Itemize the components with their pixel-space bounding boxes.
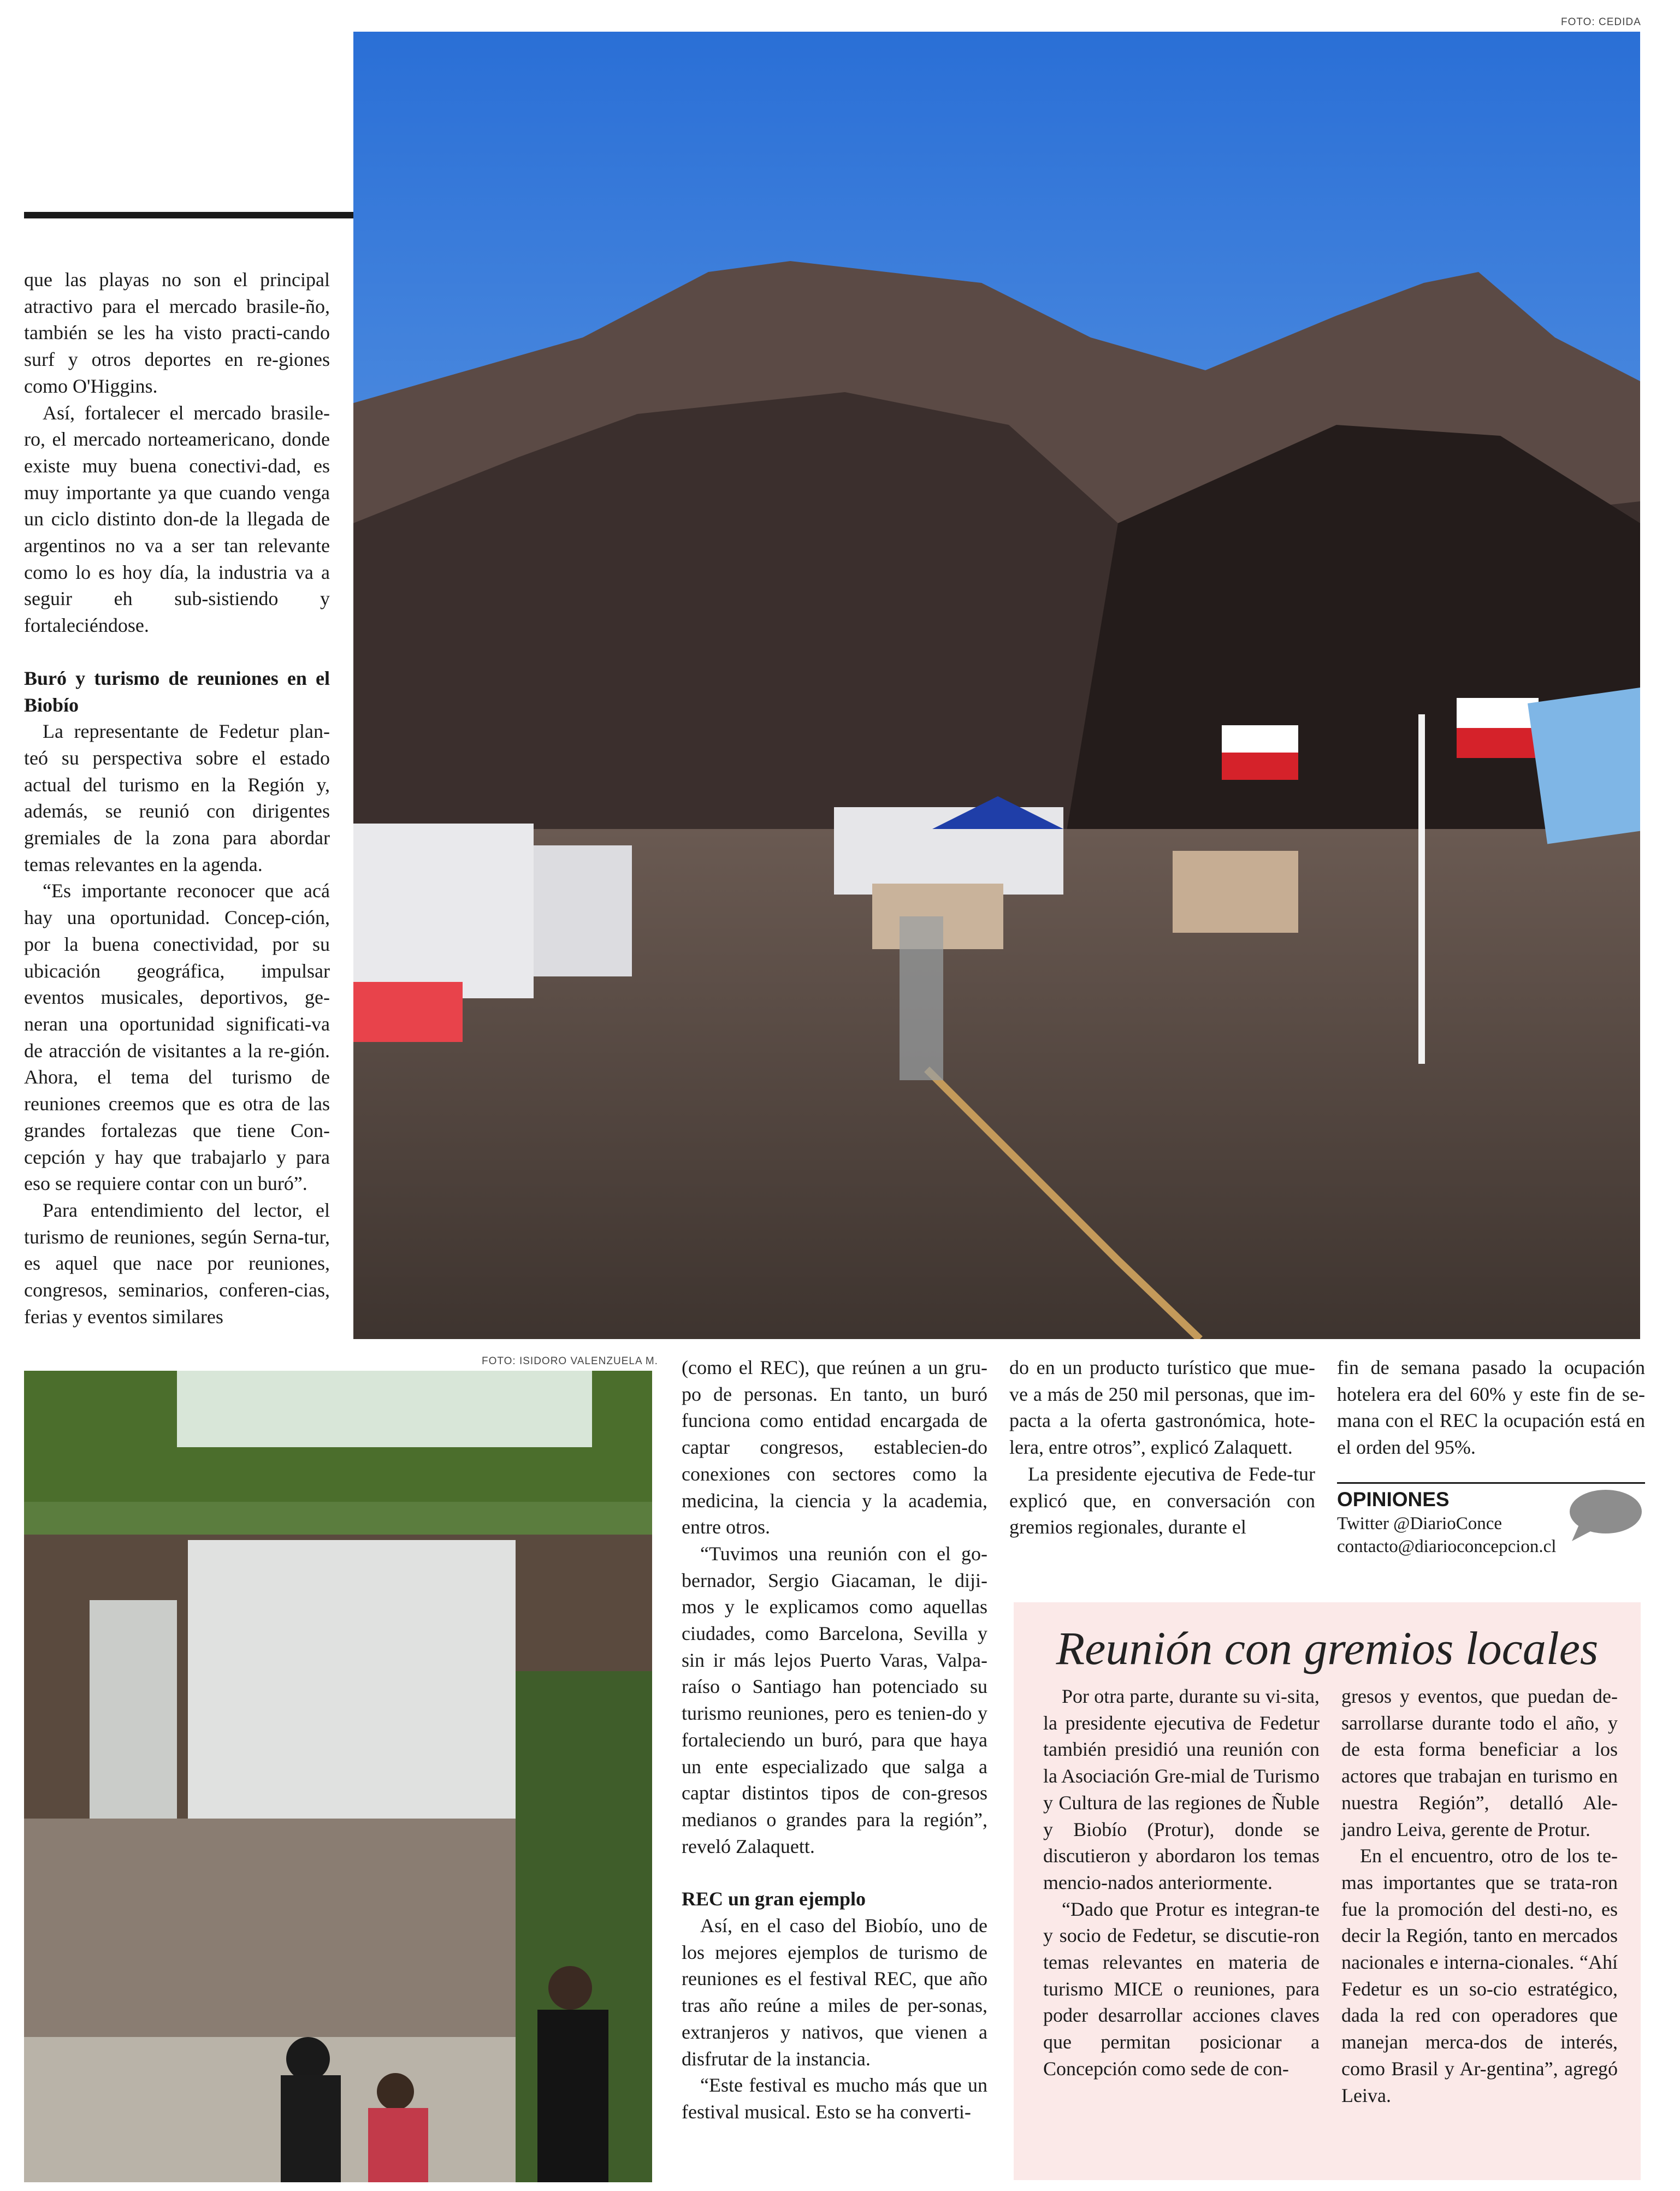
paragraph: Así, fortalecer el mercado brasile-ro, el mercado norteamericano, donde existe muy buena conectivi-dad, es muy importante ya que cuando venga un ciclo distinto don-de la llegada de argentinos no va a ser tan relevante como lo es hoy día, la industria va a seguir eh sub-sistiendo y fortaleciéndose.: [24, 401, 330, 637]
paragraph: “Dado que Protur es integran-te y socio de Fedetur, se discutie-ron temas relevantes en materia de turismo MICE o reuniones, para poder desarrollar acciones claves que permitan posicionar a Concepción como sede de con-: [1043, 1898, 1320, 2080]
sidebar-box: [1014, 1602, 1641, 2180]
paragraph: gresos y eventos, que puedan de-sarrollarse durante todo el año, y de esta forma beneficiar a los actores que trabajan en turismo en nuestra Región”, detalló Ale-jandro Leiva, gerente de Protur.: [1341, 1685, 1618, 1840]
paragraph: Para entendimiento del lector, el turismo de reuniones, según Serna-tur, es aquel que nace por reuniones, congresos, seminarios, conferen-cias, ferias y eventos similares: [24, 1199, 330, 1328]
twitter-handle[interactable]: Twitter @DiarioConce: [1337, 1514, 1502, 1533]
subheading: REC un gran ejemplo: [682, 1888, 866, 1910]
paragraph: “Es importante reconocer que acá hay una oportunidad. Concep-ción, por la buena conectividad, por su ubicación geográfica, impulsar eventos musicales, deportivos, ge-neran una oportunidad significati-va de atracción de visitantes a la re-gión. Ahora, el tema del turismo de reuniones creemos que es otra de las grandes fortalezas que tiene Con-cepción y hay que trabajarlo y para eso se requiere contar con un buró”.: [24, 880, 330, 1195]
paragraph: “Tuvimos una reunión con el go-bernador, Sergio Giacaman, le diji-mos y le explicamos como aquellas ciudades, como Barcelona, Sevilla y sin ir más lejos Puerto Varas, Valpa-raíso o Santiago han potenciado su turismo reuniones, pero es tenien-do y fortaleciendo un buró, para que haya un ente especializado que salga a captar distintos tipos de con-gresos medianos o grandes para la región”, reveló Zalaquett.: [682, 1542, 987, 1857]
article-column-3: [1009, 1354, 1315, 1541]
photo-credit-waterfall: FOTO: ISIDORO VALENZUELA M.: [482, 1355, 658, 1367]
waterfall-photo: [24, 1371, 652, 2182]
paragraph: La representante de Fedetur plan-teó su perspectiva sobre el estado actual del turismo en la Región y, además, se reunió con dirigentes gremiales de la zona para abordar temas relevantes en la agenda.: [24, 720, 330, 875]
paragraph: (como el REC), que reúnen a un gru-po de personas. En tanto, un buró funciona como entidad encargada de captar congresos, establecien-do conexiones con sectores como la medicina, la ciencia y la academia, entre otros.: [682, 1357, 987, 1538]
paragraph: “Este festival es mucho más que un festival musical. Esto se ha converti-: [682, 2074, 987, 2123]
paragraph: Por otra parte, durante su vi-sita, la presidente ejecutiva de Fedetur también presidió una reunión con la Asociación Gre-mial de Turismo y Cultura de las regiones de Ñuble y Biobío (Protur), donde se discutieron y abordaron los temas mencio-nados anteriormente.: [1043, 1685, 1320, 1893]
subheading: Buró y turismo de reuniones en el Biobío: [24, 667, 330, 716]
mountain-photo: [353, 32, 1640, 1339]
paragraph: En el encuentro, otro de los te-mas importantes que se trata-ron fue la promoción del desti-no, es decir la Región, tanto en mercados nacionales e interna-cionales. “Ahí Fedetur es un so-cio estratégico, dada la red con operadores que manejan merca-dos de interés, como Brasil y Ar-gentina”, agregó Leiva.: [1341, 1845, 1618, 2106]
photo-credit-top: FOTO: CEDIDA: [1561, 16, 1641, 28]
sidebar-column-right: [1341, 1683, 1618, 2109]
opinions-label: OPINIONES: [1337, 1488, 1450, 1511]
article-column-1: [24, 267, 330, 1330]
sidebar-column-left: [1043, 1683, 1320, 2082]
section-rule: [24, 212, 356, 218]
divider: [1337, 1482, 1645, 1484]
sidebar-title: Reunión con gremios locales: [1056, 1622, 1599, 1674]
contact-email[interactable]: contacto@diarioconcepcion.cl: [1337, 1537, 1557, 1556]
article-column-2: [682, 1354, 987, 2125]
paragraph: Así, en el caso del Biobío, uno de los mejores ejemplos de turismo de reuniones es el festival REC, que año tras año reúne a miles de per-sonas, extranjeros y nativos, que vienen a disfrutar de la instancia.: [682, 1915, 987, 2070]
paragraph: do en un producto turístico que mue-ve a más de 250 mil personas, que im-pacta a la oferta gastronómica, hote-lera, entre otros”, explicó Zalaquett.: [1009, 1357, 1315, 1459]
speech-bubble-icon: [1567, 1489, 1643, 1542]
paragraph: fin de semana pasado la ocupación hotelera era del 60% y este fin de se-mana con el REC la ocupación está en el orden del 95%.: [1337, 1357, 1645, 1459]
paragraph: La presidente ejecutiva de Fede-tur explicó que, en conversación con gremios regionales, durante el: [1009, 1462, 1315, 1538]
paragraph: que las playas no son el principal atractivo para el mercado brasile-ño, también se les ha visto practi-cando surf y otros deportes en re-giones como O'Higgins.: [24, 269, 330, 397]
article-column-4: [1337, 1354, 1645, 1461]
